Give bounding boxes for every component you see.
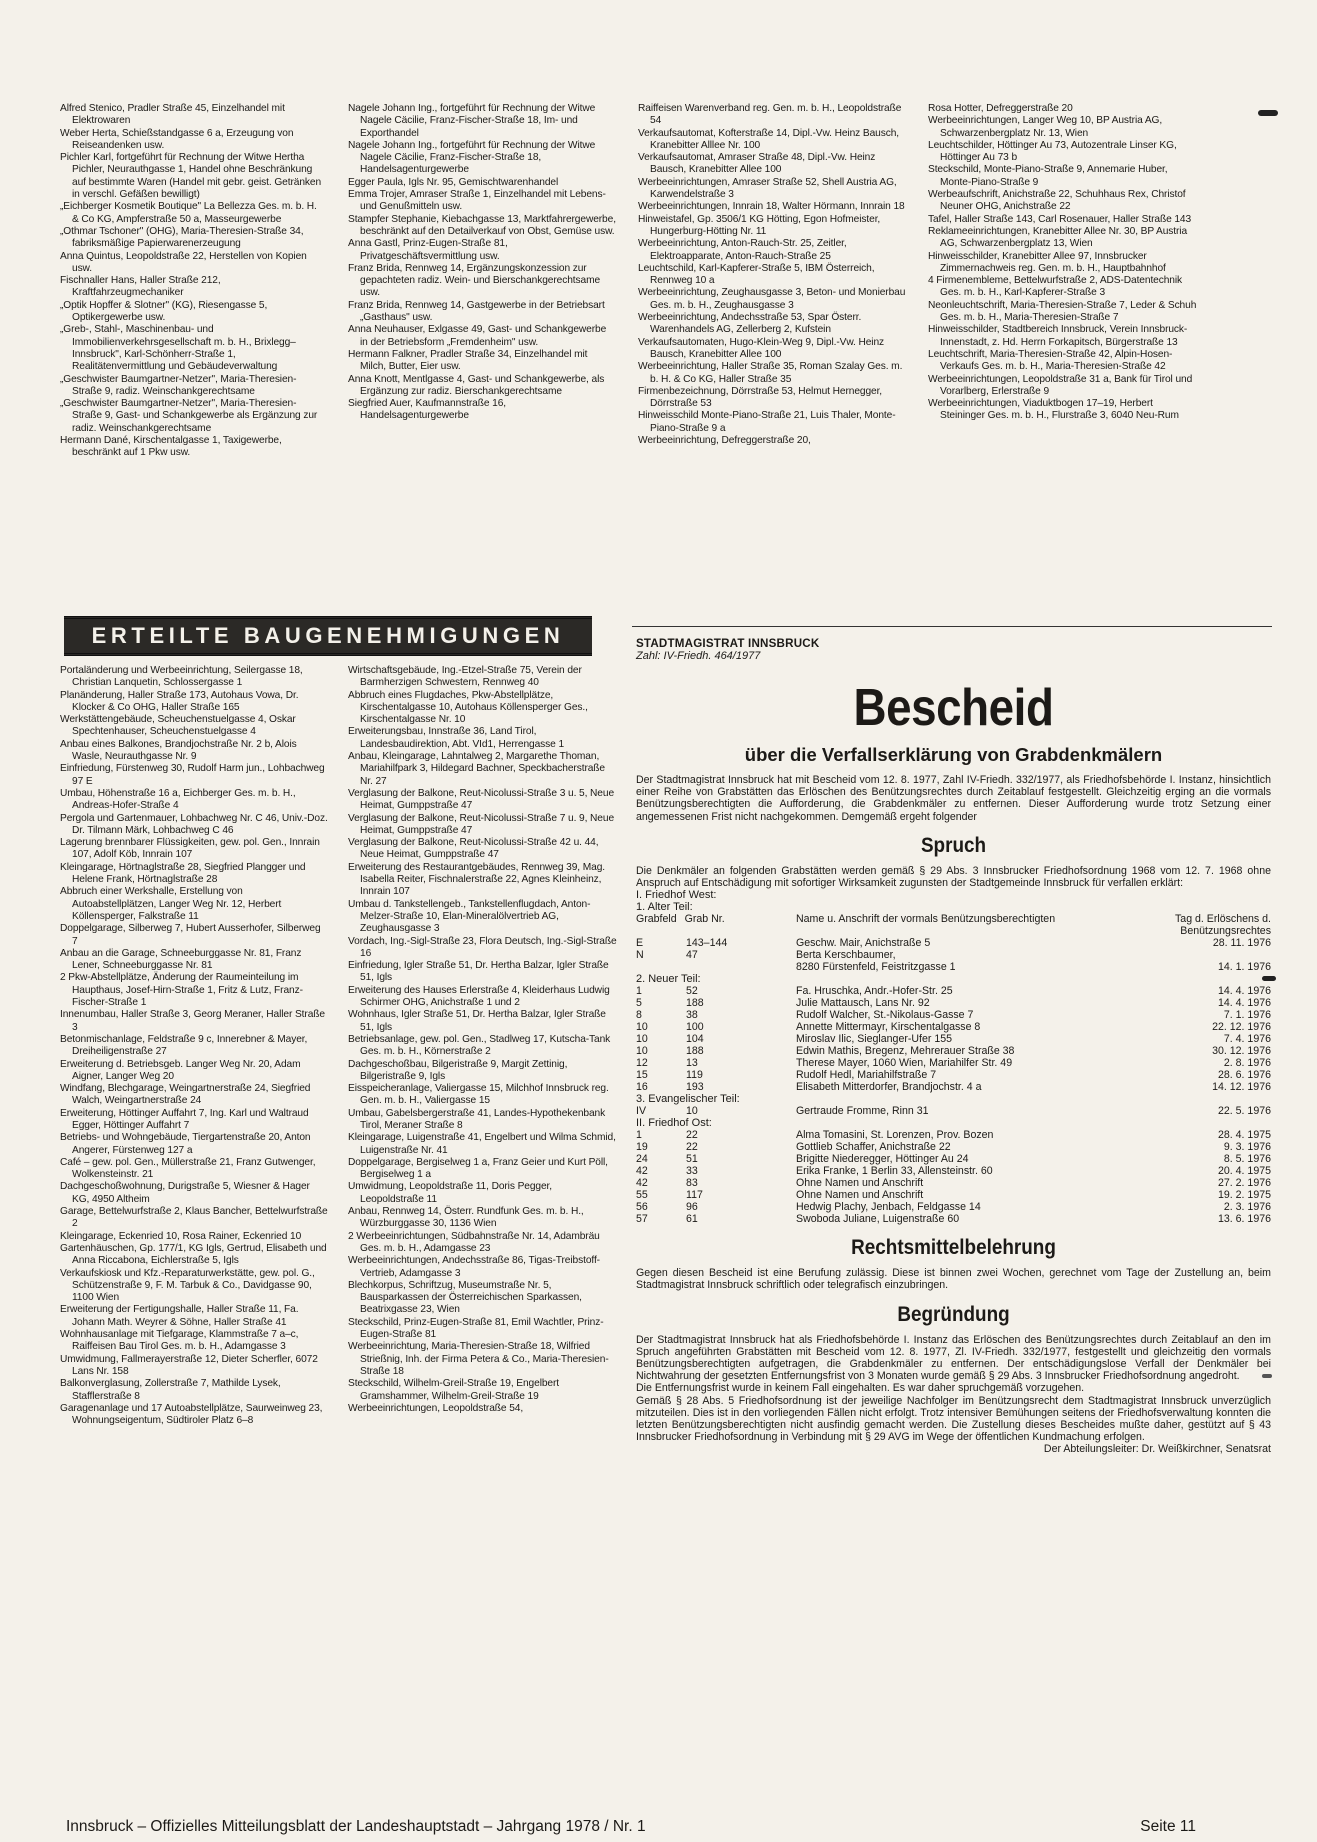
grave-expiry-date: 2. 8. 1976 xyxy=(1223,1057,1271,1070)
grave-number: 10 xyxy=(686,1105,698,1118)
margin-mark-top xyxy=(1258,110,1278,116)
grave-number: 38 xyxy=(686,1009,698,1022)
grave-field: 10 xyxy=(636,1033,648,1046)
entry: Franz Brida, Rennweg 14, Ergänzungskonzession zur gepachteten radiz. Wein- und Bierschankgerechtsame usw. xyxy=(348,262,601,299)
entry: Anna Quintus, Leopoldstraße 22, Herstellen von Kopien usw. xyxy=(60,250,307,274)
entry: „Optik Hopffer & Slotner" (KG), Riesengasse 5, Optikergewerbe usw. xyxy=(60,299,268,324)
decree-org: STADTMAGISTRAT INNSBRUCK xyxy=(636,637,820,650)
grave-field: 57 xyxy=(636,1213,648,1226)
grave-expiry-date: 28. 11. 1976 xyxy=(1212,937,1271,950)
entry: Umbau d. Tankstellengeb., Tankstellenflugdach, Anton-Melzer-Straße 10, Elan-Mineralölvertrieb AG, Zeughausgasse 3 xyxy=(348,898,591,935)
grave-expiry-date: 14. 4. 1976 xyxy=(1217,997,1271,1010)
grave-holder: Hedwig Plachy, Jenbach, Feldgasse 14 xyxy=(796,1201,981,1214)
grave-row xyxy=(636,961,1271,973)
spruch-heading: Spruch xyxy=(920,833,987,857)
grave-number: 83 xyxy=(686,1177,698,1190)
entry: Blechkorpus, Schriftzug, Museumstraße Nr. 5, Bausparkassen der Österreichischen Sparkassen, Beatrixgasse 23, Wien xyxy=(348,1279,582,1316)
grave-number: 117 xyxy=(686,1189,703,1202)
entry: Anna Neuhauser, Exlgasse 49, Gast- und Schankgewerbe in der Betriebsform „Fremdenheim" usw. xyxy=(348,324,607,348)
header-grabfeld-grabnr xyxy=(636,913,796,937)
entry: Erweiterungsbau, Innstraße 36, Land Tirol, Landesbaudirektion, Abt. VId1, Herrengasse 1 xyxy=(348,726,565,750)
entry: 2 Pkw-Abstellplätze, Änderung der Raumeinteilung im Haupthaus, Josef-Hirn-Straße 1, Fritz & Lutz, Franz-Fischer-Straße 1 xyxy=(60,972,303,1009)
entry: Verglasung der Balkone, Reut-Nicolussi-Straße 42 u. 44, Neue Heimat, Gumppstraße 47 xyxy=(348,837,599,861)
entry: Werbeeinrichtung, Anton-Rauch-Str. 25, Zeitler, Elektroapparate, Anton-Rauch-Straße 25 xyxy=(638,238,847,262)
grave-number: 143–144 xyxy=(686,937,728,950)
entry: Steckschild, Monte-Piano-Straße 9, Annemarie Huber, Monte-Piano-Straße 9 xyxy=(928,164,1168,188)
entry: Kleingarage, Luigenstraße 41, Engelbert und Wilma Schmid, Luigenstraße Nr. 41 xyxy=(348,1132,616,1156)
footer-page-number: Seite 11 xyxy=(1140,1818,1196,1835)
entry: Balkonverglasung, Zollerstraße 7, Mathilde Lysek, Stafflerstraße 8 xyxy=(60,1378,281,1402)
entry: Verglasung der Balkone, Reut-Nicolussi-Straße 7 u. 9, Neue Heimat, Gumppstraße 47 xyxy=(348,812,615,836)
header-date: Tag d. Erlöschens d. Benützungsrechtes xyxy=(1175,913,1271,938)
entry: Werbeeinrichtung, Defreggerstraße 20, xyxy=(638,435,811,447)
grave-holder: Rudolf Walcher, St.-Nikolaus-Gasse 7 xyxy=(796,1009,974,1022)
column-header-row xyxy=(636,913,1271,937)
section-sub-row xyxy=(636,901,1271,913)
entry: Portaländerung und Werbeeinrichtung, Seilergasse 18, Christian Lanquetin, Schlossergasse 1 xyxy=(60,665,303,689)
grave-row xyxy=(636,937,1271,949)
begruendung-heading: Begründung xyxy=(897,1302,1010,1326)
grave-expiry-date: 14. 1. 1976 xyxy=(1217,961,1271,974)
grave-expiry-date: 7. 1. 1976 xyxy=(1223,1009,1271,1022)
entry: Innenumbau, Haller Straße 3, Georg Meraner, Haller Straße 3 xyxy=(60,1009,325,1033)
header-name: Name u. Anschrift der vormals Benützungsberechtigten xyxy=(796,913,1056,926)
entry: „Geschwister Baumgartner-Netzer", Maria-Theresien-Straße 9, Gast- und Schankgewerbe als Ergänzung zur radiz. Weinschankgerechtsame xyxy=(60,398,318,434)
entry: Steckschild, Prinz-Eugen-Straße 81, Emil Wachtler, Prinz-Eugen-Straße 81 xyxy=(348,1316,604,1341)
grave-holder: Elisabeth Mitterdorfer, Brandjochstr. 4 a xyxy=(796,1081,982,1094)
grave-list xyxy=(636,889,1271,1225)
decree xyxy=(636,637,1271,1456)
entry: „Othmar Tschoner" (OHG), Maria-Theresien-Straße 34, fabriksmäßige Papierwarenerzeugung xyxy=(60,225,304,250)
entry: Emma Trojer, Amraser Straße 1, Einzelhandel mit Lebens- und Genußmitteln usw. xyxy=(348,189,606,213)
entry: Windfang, Blechgarage, Weingartnerstraße 24, Siegfried Walch, Weingartnerstraße 24 xyxy=(60,1083,311,1107)
entry: Stampfer Stephanie, Kiebachgasse 13, Marktfahrergewerbe, beschränkt auf den Detailverkauf von Obst, Gemüse usw. xyxy=(348,213,616,237)
begruendung-p3: Gemäß § 28 Abs. 5 Friedhofsordnung ist der jeweilige Nachfolger im Benützungsrecht dem Stadtmagistrat Innsbruck unverzüglich mitzuteilen. Dies ist in den vorliegenden Fällen nicht erfolgt. Trotz intensiver Bemühungen seitens der Friedhofsverwaltung konnten die letzten Benützungsberechtigten nicht ausfindig gemacht werden. Die Zustellung dieses Bescheides mußte daher, gestützt auf § 43 Innsbrucker Friedhofsordnung in Verbindung mit § 29 AVG im Wege der öffentlichen Kundmachung erfolgen. xyxy=(636,1394,1271,1444)
grave-holder: Geschw. Mair, Anichstraße 5 xyxy=(796,937,931,950)
header-grab-nr: Grab Nr. xyxy=(684,913,725,926)
entry: Vordach, Ing.-Sigl-Straße 23, Flora Deutsch, Ing.-Sigl-Straße 16 xyxy=(348,935,617,959)
section-heading-row xyxy=(636,1117,1271,1129)
entry: Rosa Hotter, Defreggerstraße 20 xyxy=(928,103,1073,114)
entry: Werbeeinrichtungen, Andechsstraße 86, Tigas-Treibstoff-Vertrieb, Adamgasse 3 xyxy=(348,1255,600,1279)
entry: Werbeeinrichtungen, Leopoldstraße 54, xyxy=(348,1402,524,1414)
entry: Lagerung brennbarer Flüssigkeiten, gew. pol. Gen., Innrain 107, Adolf Köb, Innrain 107 xyxy=(60,837,320,861)
grave-row xyxy=(636,1177,1271,1189)
decree-subtitle: über die Verfallserklärung von Grabdenkmälern xyxy=(744,744,1163,765)
grave-holder: Edwin Mathis, Bregenz, Mehrerauer Straße 38 xyxy=(796,1045,1015,1058)
entry: Werbeeinrichtungen, Viaduktbogen 17–19, Herbert Steininger Ges. m. b. H., Flurstraße 3, 6040 Neu-Rum xyxy=(928,398,1179,422)
entry: Egger Paula, Igls Nr. 95, Gemischtwarenhandel xyxy=(348,176,559,188)
grave-number: 33 xyxy=(686,1165,698,1178)
grave-field: 1 xyxy=(636,1129,642,1142)
grave-field: 10 xyxy=(636,1045,648,1058)
decree-title: Bescheid xyxy=(853,679,1054,737)
grave-number: 61 xyxy=(686,1213,698,1226)
grave-expiry-date: 20. 4. 1975 xyxy=(1217,1165,1271,1178)
rechtsmittel-heading: Rechtsmittelbelehrung xyxy=(851,1236,1056,1260)
entry: „Greb-, Stahl-, Maschinenbau- und Immobilienverkehrsgesellschaft m. b. H., Brixlegg–Innsbruck", Karl-Schönherr-Straße 1, Realitätenvermittlung und Gebäudeverwaltung xyxy=(60,324,296,373)
entry: Doppelgarage, Bergiselweg 1 a, Franz Geier und Kurt Pöll, Bergiselweg 1 a xyxy=(348,1156,608,1181)
entry: Reklameeinrichtungen, Kranebitter Allee Nr. 30, BP Austria AG, Schwarzenbergplatz 13, Wien xyxy=(928,225,1188,250)
entry: „Eichberger Kosmetik Boutique" La Bellezza Ges. m. b. H. & Co KG, Ampferstraße 50 a, Masseurgewerbe xyxy=(60,201,317,225)
entry: Wohnhaus, Igler Straße 51, Dr. Hertha Balzar, Igler Straße 51, Igls xyxy=(348,1009,606,1033)
entry: Hinweisschild Monte-Piano-Straße 21, Luis Thaler, Monte-Piano-Straße 9 a xyxy=(638,410,896,434)
entry: Anbau, Kleingarage, Lahntalweg 2, Margarethe Thoman, Mariahilfpark 3, Hildegard Bachner, Speckbacherstraße Nr. 27 xyxy=(348,751,605,787)
grave-field: N xyxy=(636,949,644,962)
top-column-2 xyxy=(348,103,616,583)
entry: Umbau, Höhenstraße 16 a, Eichberger Ges. m. b. H., Andreas-Hofer-Straße 4 xyxy=(60,787,296,812)
grave-field: 5 xyxy=(636,997,642,1010)
entry: Hinweistafel, Gp. 3506/1 KG Hötting, Egon Hofmeister, Hungerburg-Hötting Nr. 11 xyxy=(638,213,881,237)
entry: Werbeeinrichtungen, Amraser Straße 52, Shell Austria AG, Karwendelstraße 3 xyxy=(638,176,897,201)
decree-ref: Zahl: IV-Friedh. 464/1977 xyxy=(636,650,761,662)
section-heading: II. Friedhof Ost: xyxy=(636,1117,712,1130)
bottom-column-1 xyxy=(60,665,328,1803)
entry: Abbruch einer Werkshalle, Erstellung von Autoabstellplätzen, Langer Weg Nr. 12, Herbert Köllensperger, Falkstraße 11 xyxy=(60,886,282,922)
entry: Werbeeinrichtung, Andechsstraße 53, Spar Österr. Warenhandels AG, Zellerberg 2, Kufstein xyxy=(638,312,862,336)
grave-row xyxy=(636,1165,1271,1177)
grave-row xyxy=(636,1009,1271,1021)
entry: Werbeaufschrift, Anichstraße 22, Schuhhaus Rex, Christof Neuner OHG, Anichstraße 22 xyxy=(928,189,1186,213)
grave-expiry-date: 30. 12. 1976 xyxy=(1212,1045,1271,1058)
section-heading-row xyxy=(636,889,1271,901)
grave-row xyxy=(636,1045,1271,1057)
entry: Hinweisschilder, Kranebitter Allee 97, Innsbrucker Zimmernachweis reg. Gen. m. b. H., Hauptbahnhof xyxy=(928,250,1166,274)
grave-holder: Alma Tomasini, St. Lorenzen, Prov. Bozen xyxy=(796,1129,994,1142)
entry: Betonmischanlage, Feldstraße 9 c, Innerebner & Mayer, Dreiheiligenstraße 27 xyxy=(60,1033,308,1058)
entry: Erweiterung d. Betriebsgeb. Langer Weg Nr. 20, Adam Aigner, Langer Weg 20 xyxy=(60,1058,301,1082)
section-banner: ERTEILTE BAUGENEHMIGUNGEN xyxy=(64,616,592,656)
entry: Leuchtschild, Karl-Kapferer-Straße 5, IBM Österreich, Rennweg 10 a xyxy=(638,262,875,287)
grave-row xyxy=(636,1189,1271,1201)
begruendung-p1: Der Stadtmagistrat Innsbruck hat als Friedhofsbehörde I. Instanz das Erlöschen des Benützungsrechtes durch Zeitablauf an den im Spruch angeführten Grabstätten mit Bescheid vom 12. 8. 1977, Zl. IV-Friedh. 332/1977, festgestellt und gleichzeitig den vormals Benützungsberechtigten aufgetragen, die Grabdenkmäler zu entfernen. Der entschädigungslose Verfall der Denkmäler bei Nichtwahrung der gesetzten Entfernungsfrist von 3 Monaten wurde gemäß § 29 Abs. 3 Innsbrucker Friedhofsordnung angedroht. xyxy=(636,1333,1271,1383)
entry: Garage, Bettelwurfstraße 2, Klaus Bancher, Bettelwurfstraße 2 xyxy=(60,1206,328,1230)
grave-holder: Therese Mayer, 1060 Wien, Mariahilfer Str. 49 xyxy=(796,1057,1013,1070)
grave-number: 13 xyxy=(686,1057,698,1070)
page-footer xyxy=(66,1818,1196,1836)
entry: Leuchtschilder, Höttinger Au 73, Autozentrale Linser KG, Höttinger Au 73 b xyxy=(928,139,1177,164)
top-column-4 xyxy=(928,103,1200,601)
rechtsmittel-text: Gegen diesen Bescheid ist eine Berufung zulässig. Diese ist binnen zwei Wochen, gerechnet vom Tage der Zustellung an, beim Stadtmagistrat Innsbruck schriftlich oder telegrafisch einzubringen. xyxy=(636,1267,1271,1292)
grave-expiry-date: 19. 2. 1975 xyxy=(1217,1189,1271,1202)
grave-number: 22 xyxy=(686,1129,698,1142)
grave-row xyxy=(636,1141,1271,1153)
section-heading: I. Friedhof West: xyxy=(636,889,717,902)
top-column-1 xyxy=(60,103,322,583)
entry: Werbeeinrichtungen, Langer Weg 10, BP Austria AG, Schwarzenbergplatz Nr. 13, Wien xyxy=(928,115,1163,139)
grave-row xyxy=(636,985,1271,997)
entry: Werbeeinrichtungen, Leopoldstraße 31 a, Bank für Tirol und Vorarlberg, Erlerstraße 9 xyxy=(928,373,1193,397)
grave-row xyxy=(636,1033,1271,1045)
grave-field: 15 xyxy=(636,1069,648,1082)
top-column-3 xyxy=(638,103,908,601)
entry: Raiffeisen Warenverband reg. Gen. m. b. H., Leopoldstraße 54 xyxy=(638,103,902,127)
header-grabfeld: Grabfeld xyxy=(636,913,677,926)
entry: Verglasung der Balkone, Reut-Nicolussi-Straße 3 u. 5, Neue Heimat, Gumppstraße 47 xyxy=(348,787,615,812)
entry: Erweiterung, Höttinger Auffahrt 7, Ing. Karl und Waltraud Egger, Höttinger Auffahrt 7 xyxy=(60,1107,309,1131)
footer-publication: Innsbruck – Offizielles Mitteilungsblatt der Landeshauptstadt – Jahrgang 1978 / Nr. 1 xyxy=(66,1818,646,1835)
grave-row xyxy=(636,1069,1271,1081)
entry: Erweiterung des Hauses Erlerstraße 4, Kleiderhaus Ludwig Schirmer OHG, Anichstraße 1 und 2 xyxy=(348,984,610,1009)
grave-holder: Annette Mittermayr, Kirschentalgasse 8 xyxy=(796,1021,981,1034)
entry: Werbeeinrichtung, Maria-Theresien-Straße 18, Wilfried Strießnig, Inh. der Firma Petera & Co., Maria-Theresien-Straße 18 xyxy=(348,1341,609,1377)
grave-field xyxy=(636,961,686,973)
entry: Doppelgarage, Silberweg 7, Hubert Ausserhofer, Silberweg 7 xyxy=(60,923,321,947)
grave-field: 24 xyxy=(636,1153,648,1166)
grave-expiry-date xyxy=(1136,949,1271,961)
grave-expiry-date: 14. 12. 1976 xyxy=(1212,1081,1271,1094)
entry: Eisspeicheranlage, Valiergasse 15, Milchhof Innsbruck reg. Gen. m. b. H., Valiergasse 15 xyxy=(348,1083,609,1107)
grave-expiry-date: 14. 4. 1976 xyxy=(1217,985,1271,998)
section-subheading: 2. Neuer Teil: xyxy=(636,973,701,986)
grave-holder: Brigitte Niederegger, Höttinger Au 24 xyxy=(796,1153,969,1166)
entry: Wirtschaftsgebäude, Ing.-Etzel-Straße 75, Verein der Barmherzigen Schwestern, Rennweg 40 xyxy=(348,665,582,689)
grave-number: 188 xyxy=(686,997,704,1010)
entry: Pergola und Gartenmauer, Lohbachweg Nr. C 46, Univ.-Doz. Dr. Tilmann Märk, Lohbachweg C 46 xyxy=(60,812,328,836)
grave-row xyxy=(636,1057,1271,1069)
grave-number: 119 xyxy=(686,1069,703,1082)
grave-holder: Gertraude Fromme, Rinn 31 xyxy=(796,1105,929,1118)
grave-expiry-date: 22. 12. 1976 xyxy=(1212,1021,1271,1034)
grave-holder: Fa. Hruschka, Andr.-Hofer-Str. 25 xyxy=(796,985,953,998)
entry: Einfriedung, Fürstenweg 30, Rudolf Harm jun., Lohbachweg 97 E xyxy=(60,763,325,787)
entry: Betriebs- und Wohngebäude, Tiergartenstraße 20, Anton Angerer, Fürstenweg 127 a xyxy=(60,1132,311,1156)
grave-field: 42 xyxy=(636,1177,648,1190)
entry: Franz Brida, Rennweg 14, Gastgewerbe in der Betriebsart „Gasthaus" usw. xyxy=(348,299,605,324)
entry: „Geschwister Baumgartner-Netzer", Maria-Theresien-Straße 9, radiz. Weinschankgerechtsame xyxy=(60,373,297,397)
grave-holder: 8280 Fürstenfeld, Feistritzgasse 1 xyxy=(796,961,956,974)
entry: Umbau, Gabelsbergerstraße 41, Landes-Hypothekenbank Tirol, Meraner Straße 8 xyxy=(348,1107,606,1131)
entry: Anbau an die Garage, Schneeburggasse Nr. 81, Franz Lener, Schneeburggasse Nr. 81 xyxy=(60,947,302,972)
grave-number: 52 xyxy=(686,985,698,998)
grave-expiry-date: 7. 4. 1976 xyxy=(1223,1033,1271,1046)
grave-expiry-date: 22. 5. 1976 xyxy=(1217,1105,1271,1118)
entry: Werkstättengebäude, Scheuchenstuelgasse 4, Oskar Spechtenhauser, Scheuchenstuelgasse 4 xyxy=(60,714,296,738)
entry: Werbeeinrichtungen, Innrain 18, Walter Hörmann, Innrain 18 xyxy=(638,201,905,213)
grave-number: 104 xyxy=(686,1033,704,1046)
grave-holder: Erika Franke, 1 Berlin 33, Allensteinstr. 60 xyxy=(796,1165,993,1178)
bottom-column-2 xyxy=(348,665,618,1803)
entry: Werbeeinrichtung, Zeughausgasse 3, Beton- und Monierbau Ges. m. b. H., Zeughausgasse 3 xyxy=(638,287,906,311)
grave-number: 100 xyxy=(686,1021,704,1034)
grave-field: E xyxy=(636,937,644,950)
grave-number: 188 xyxy=(686,1045,704,1058)
entry: Umwidmung, Fallmerayerstraße 12, Dieter Scherfler, 6072 Lans Nr. 158 xyxy=(60,1353,318,1377)
grave-field: 16 xyxy=(636,1081,648,1094)
entry: Nagele Johann Ing., fortgeführt für Rechnung der Witwe Nagele Cäcilie, Franz-Fischer-Straße 18, Im- und Exporthandel xyxy=(348,103,596,139)
margin-mark-bottom xyxy=(1262,1374,1272,1378)
grave-row xyxy=(636,997,1271,1009)
entry: Einfriedung, Igler Straße 51, Dr. Hertha Balzar, Igler Straße 51, Igls xyxy=(348,960,609,984)
entry: Verkaufsautomat, Kofterstraße 14, Dipl.-Vw. Heinz Bausch, Kranebitter Alllee Nr. 100 xyxy=(638,127,899,151)
margin-mark-middle xyxy=(1262,976,1276,981)
entry: Anna Gastl, Prinz-Eugen-Straße 81, Privatgeschäftsvermittlung usw. xyxy=(348,238,508,262)
grave-number: 51 xyxy=(686,1153,698,1166)
entry: Betriebsanlage, gew. pol. Gen., Stadlweg 17, Kutscha-Tank Ges. m. b. H., Körnerstraße 2 xyxy=(348,1033,611,1058)
grave-number: 96 xyxy=(686,1201,698,1214)
spruch-text: Die Denkmäler an folgenden Grabstätten werden gemäß § 29 Abs. 3 Innsbrucker Friedhofsordnung 1968 vom 12. 7. 1968 ohne Anspruch auf Entschädigung mit sofortiger Wirksamkeit zugunsten der Stadtgemeinde Innsbruck für verfallen erklärt: xyxy=(636,864,1271,890)
entry: Nagele Johann Ing., fortgeführt für Rechnung der Witwe Nagele Cäcilie, Franz-Fischer-Straße 18, Handelsagenturgewerbe xyxy=(348,139,596,176)
entry: 4 Firmenembleme, Bettelwurfstraße 2, ADS-Datentechnik Ges. m. b. H., Karl-Kapferer-Straße 3 xyxy=(928,275,1183,299)
decree-top-rule xyxy=(632,626,1272,627)
entry: Verkaufskiosk und Kfz.-Reparaturwerkstätte, gew. pol. G., Schützenstraße 9, F. M. Tarbuk & Co., Davidgasse 90, 1100 Wien xyxy=(60,1267,315,1304)
entry: Weber Herta, Schießstandgasse 6 a, Erzeugung von Reiseandenken usw. xyxy=(60,127,294,151)
entry: Anna Knott, Mentlgasse 4, Gast- und Schankgewerbe, als Ergänzung zur radiz. Bierschankgerechtsame xyxy=(348,373,605,397)
grave-row xyxy=(636,1201,1271,1213)
entry: Hinweisschilder, Stadtbereich Innsbruck, Verein Innsbruck-Innenstadt, z. Hd. Herrn Forkapitsch, Bürgerstraße 13 xyxy=(928,324,1188,348)
decree-signature: Der Abteilungsleiter: Dr. Weißkirchner, Senatsrat xyxy=(1043,1443,1271,1456)
grave-row xyxy=(636,949,1271,961)
entry: Siegfried Auer, Kaufmannstraße 16, Handelsagenturgewerbe xyxy=(348,398,506,422)
grave-row xyxy=(636,1153,1271,1165)
entry: Umwidmung, Leopoldstraße 11, Doris Pegger, Leopoldstraße 11 xyxy=(348,1181,552,1205)
entry: Hermann Dané, Kirschentalgasse 1, Taxigewerbe, beschränkt auf 1 Pkw usw. xyxy=(60,435,282,459)
entry: Wohnhausanlage mit Tiefgarage, Klammstraße 7 a–c, Raiffeisen Bau Tirol Ges. m. b. H., Adamgasse 3 xyxy=(60,1329,299,1353)
entry: Firmenbezeichnung, Dörrstraße 53, Helmut Hernegger, Dörrstraße 53 xyxy=(638,385,883,410)
grave-number: 47 xyxy=(686,949,698,962)
grave-row xyxy=(636,1021,1271,1033)
grave-expiry-date: 9. 3. 1976 xyxy=(1223,1141,1271,1154)
grave-holder: Gottlieb Schaffer, Anichstraße 22 xyxy=(796,1141,951,1154)
entry: Abbruch eines Flugdaches, Pkw-Abstellplätze, Kirschentalgasse 10, Autohaus Köllensperger Ges., Kirschentalgasse Nr. 10 xyxy=(348,689,588,726)
grave-holder: Swoboda Juliane, Luigenstraße 60 xyxy=(796,1213,960,1226)
grave-row xyxy=(636,1129,1271,1141)
grave-field: 10 xyxy=(636,1021,648,1034)
entry: 2 Werbeeinrichtungen, Südbahnstraße Nr. 14, Adambräu Ges. m. b. H., Adamgasse 23 xyxy=(348,1230,600,1254)
grave-expiry-date: 13. 6. 1976 xyxy=(1217,1213,1271,1226)
grave-holder: Berta Kerschbaumer, xyxy=(796,949,896,962)
entry: Steckschild, Wilhelm-Greil-Straße 19, Engelbert Gramshammer, Wilhelm-Greil-Straße 19 xyxy=(348,1378,560,1402)
section-sub-row xyxy=(636,973,1271,985)
grave-expiry-date: 27. 2. 1976 xyxy=(1217,1177,1271,1190)
grave-table xyxy=(636,889,1271,1225)
section-heading: 3. Evangelischer Teil: xyxy=(636,1093,740,1106)
entry: Kleingarage, Hörtnaglstraße 28, Siegfried Plangger und Helene Frank, Hörtnaglstraße 28 xyxy=(60,861,306,886)
grave-number xyxy=(686,961,796,973)
grave-holder: Julie Mattausch, Lans Nr. 92 xyxy=(796,997,930,1010)
entry: Erweiterung des Restaurantgebäudes, Rennweg 39, Mag. Isabella Reiter, Fischnalerstraße 22, Agnes Kleinheinz, Innrain 107 xyxy=(348,861,606,898)
entry: Dachgeschoßwohnung, Durigstraße 5, Wiesner & Hager KG, 4950 Altheim xyxy=(60,1181,310,1205)
grave-field: 1 xyxy=(636,985,642,998)
grave-holder: Ohne Namen und Anschrift xyxy=(796,1177,924,1190)
entry: Anbau, Rennweg 14, Österr. Rundfunk Ges. m. b. H., Würzburggasse 30, 1136 Wien xyxy=(348,1206,584,1230)
entry: Anbau eines Balkones, Brandjochstraße Nr. 2 b, Alois Wasle, Neurauthgasse Nr. 9 xyxy=(60,738,297,763)
entry: Kleingarage, Eckenried 10, Rosa Rainer, Eckenried 10 xyxy=(60,1230,302,1242)
begruendung-p2: Die Entfernungsfrist wurde in keinem Fall eingehalten. Es war daher spruchgemäß vorzugehen. xyxy=(636,1382,1085,1395)
grave-expiry-date: 28. 6. 1976 xyxy=(1217,1069,1271,1082)
entry: Verkaufsautomaten, Hugo-Klein-Weg 9, Dipl.-Vw. Heinz Bausch, Kranebitter Allee 100 xyxy=(638,336,885,360)
grave-row xyxy=(636,1081,1271,1093)
grave-field: IV xyxy=(636,1105,647,1118)
entry: Pichler Karl, fortgeführt für Rechnung der Witwe Hertha Pichler, Neurauthgasse 1, Handel ohne Beschränkung auf bestimmte Waren (Handel mit gebr. geist. Getränken in verschl. Gefäßen bewilligt) xyxy=(60,152,322,201)
grave-holder: Ohne Namen und Anschrift xyxy=(796,1189,924,1202)
grave-expiry-date: 8. 5. 1976 xyxy=(1223,1153,1271,1166)
entry: Planänderung, Haller Straße 173, Autohaus Vowa, Dr. Klocker & Co OHG, Haller Straße 165 xyxy=(60,689,299,713)
grave-field: 42 xyxy=(636,1165,648,1178)
section-heading-row xyxy=(636,1093,1271,1105)
entry: Dachgeschoßbau, Bilgeristraße 9, Margit Zettinig, Bilgeristraße 9, Igls xyxy=(348,1058,568,1082)
entry: Verkaufsautomat, Amraser Straße 48, Dipl.-Vw. Heinz Bausch, Kranebitter Allee 100 xyxy=(638,152,876,176)
grave-field: 56 xyxy=(636,1201,648,1214)
entry: Fischnaller Hans, Haller Straße 212, Kraftfahrzeugmechaniker xyxy=(60,275,221,299)
decree-intro: Der Stadtmagistrat Innsbruck hat mit Bescheid vom 12. 8. 1977, Zahl IV-Friedh. 332/1977, als Friedhofsbehörde I. Instanz, hinsichtlich einer Reihe von Grabstätten das Erlöschen des Benützungsrechtes durch Zeitablauf festgestellt. Gleichzeitig erging an die vormals Benützungsberechtigten die Aufforderung, die Grabdenkmäler zu entfernen. Dieser Aufforderung wurde trotz Setzung einer angemessenen Frist nicht nachgekommen. Demgemäß ergeht folgender xyxy=(636,774,1271,823)
grave-field: 8 xyxy=(636,1009,642,1022)
grave-holder: Miroslav Ilic, Sieglanger-Ufer 155 xyxy=(796,1033,953,1046)
section-subheading: 1. Alter Teil: xyxy=(636,901,693,914)
entry: Garagenanlage und 17 Autoabstellplätze, Saurweinweg 23, Wohnungseigentum, Südtiroler Platz 6–8 xyxy=(60,1402,323,1427)
grave-number: 193 xyxy=(686,1081,704,1094)
grave-field: 55 xyxy=(636,1189,648,1202)
entry: Café – gew. pol. Gen., Müllerstraße 21, Franz Gutwenger, Wolkensteinstr. 21 xyxy=(60,1156,316,1181)
grave-field: 12 xyxy=(636,1057,648,1070)
entry: Werbeeinrichtung, Haller Straße 35, Roman Szalay Ges. m. b. H. & Co KG, Haller Straße 35 xyxy=(638,361,903,385)
entry: Gartenhäuschen, Gp. 177/1, KG Igls, Gertrud, Elisabeth und Anna Riccabona, Eichlerstraße 5, Igls xyxy=(60,1242,327,1267)
entry: Neonleuchtschrift, Maria-Theresien-Straße 7, Leder & Schuh Ges. m. b. H., Maria-Theresien-Straße 7 xyxy=(928,299,1197,324)
entry: Erweiterung der Fertigungshalle, Haller Straße 11, Fa. Johann Math. Weyrer & Söhne, Haller Straße 41 xyxy=(60,1304,299,1328)
grave-holder: Rudolf Hedl, Mariahilfstraße 7 xyxy=(796,1069,937,1082)
grave-expiry-date: 28. 4. 1975 xyxy=(1217,1129,1271,1142)
grave-row xyxy=(636,1105,1271,1117)
grave-field: 19 xyxy=(636,1141,648,1154)
grave-number: 22 xyxy=(686,1141,698,1154)
entry: Tafel, Haller Straße 143, Carl Rosenauer, Haller Straße 143 xyxy=(928,213,1192,225)
entry: Hermann Falkner, Pradler Straße 34, Einzelhandel mit Milch, Butter, Eier usw. xyxy=(348,348,588,373)
entry: Alfred Stenico, Pradler Straße 45, Einzelhandel mit Elektrowaren xyxy=(60,103,285,127)
entry: Leuchtschrift, Maria-Theresien-Straße 42, Alpin-Hosen-Verkaufs Ges. m. b. H., Maria-Theresien-Straße 42 xyxy=(928,348,1173,373)
grave-row xyxy=(636,1213,1271,1225)
grave-expiry-date: 2. 3. 1976 xyxy=(1223,1201,1271,1214)
